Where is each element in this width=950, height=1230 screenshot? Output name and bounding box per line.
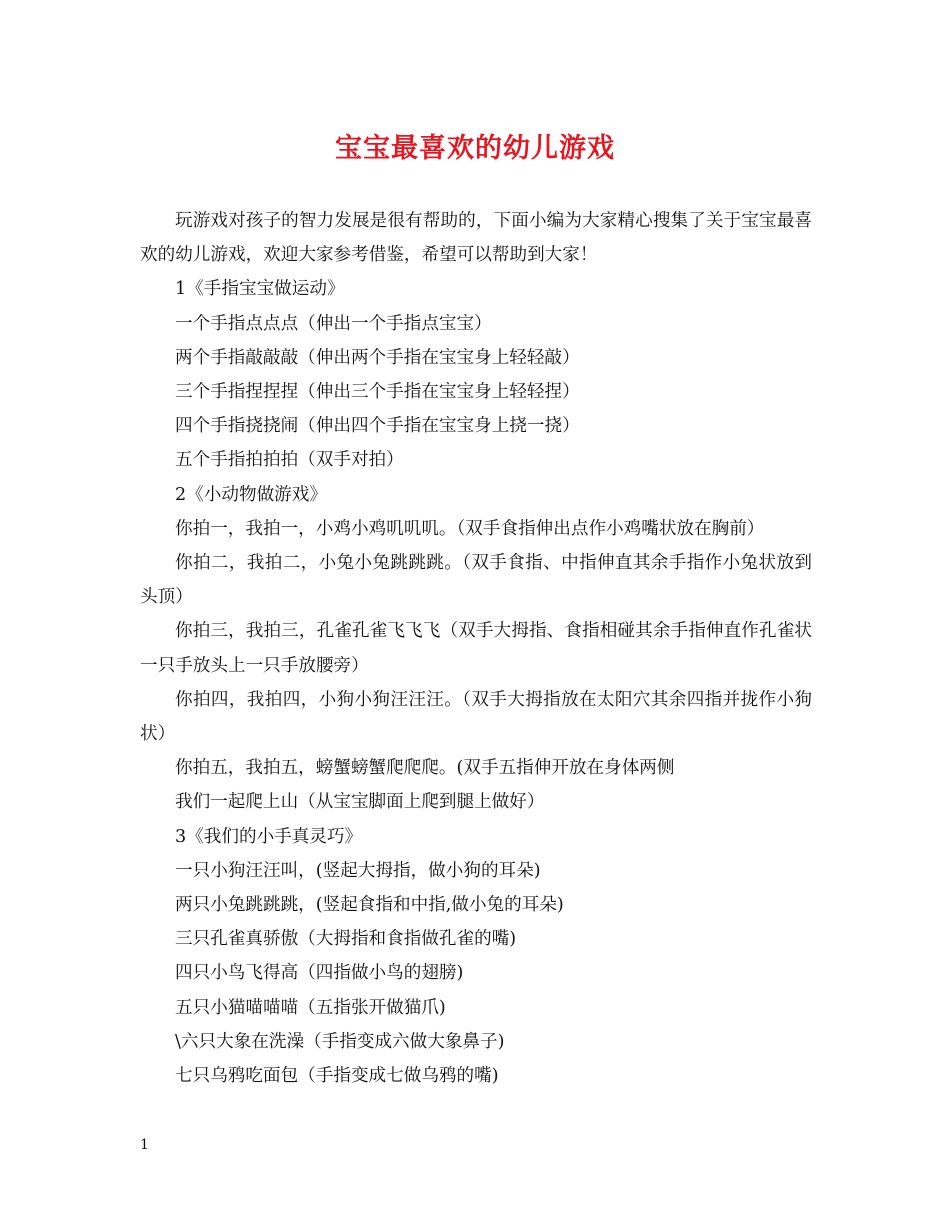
text-line: 三个手指捏捏捏（伸出三个手指在宝宝身上轻轻捏） [175,382,580,403]
text-line: 五个手指拍拍拍（双手对拍） [175,450,404,471]
text-line: 你拍一，我拍一，小鸡小鸡叽叽叽。（双手食指伸出点作小鸡嘴状放在胸前） [175,518,765,539]
text-line: 你拍二，我拍二，小兔小兔跳跳跳。（双手食指、中指伸直其余手指作小兔状放到头顶） [140,553,812,608]
text-line: 四只小鸟飞得高（四指做小鸟的翅膀) [175,963,464,984]
text-line: 一个手指点点点（伸出一个手指点宝宝） [175,313,492,334]
text-line: 七只乌鸦吃面包（手指变成七做乌鸦的嘴) [175,1066,499,1087]
text-line: 两个手指敲敲敲（伸出两个手指在宝宝身上轻轻敲） [175,347,580,368]
text-line: 四个手指挠挠闹（伸出四个手指在宝宝身上挠一挠） [175,416,580,437]
text-line: 三只孔雀真骄傲（大拇指和食指做孔雀的嘴) [175,929,517,950]
text-line: 两只小兔跳跳跳，(竖起食指和中指,做小兔的耳朵) [175,895,564,916]
text-line: 你拍三，我拍三，孔雀孔雀飞飞飞（双手大拇指、食指相碰其余手指伸直作孔雀状一只手放头上一只手放腰旁） [140,621,812,676]
intro-paragraph: 玩游戏对孩子的智力发展是很有帮助的，下面小编为大家精心搜集了关于宝宝最喜欢的幼儿游戏，欢迎大家参考借鉴，希望可以帮助到大家！ [140,211,812,266]
section-heading-1: 1《手指宝宝做运动》 [175,279,345,300]
text-line: \六只大象在洗澡（手指变成六做大象鼻子) [175,1031,505,1052]
document-body [140,204,812,1093]
text-line: 一只小狗汪汪叫，(竖起大拇指，做小狗的耳朵) [175,860,541,881]
page-number: 1 [140,1137,149,1153]
text-line: 五只小猫喵喵喵（五指张开做猫爪) [175,997,446,1018]
section-heading-3: 3《我们的小手真灵巧》 [175,826,363,847]
document-title: 宝宝最喜欢的幼儿游戏 [335,133,615,164]
section-heading-2: 2《小动物做游戏》 [175,484,327,505]
text-line: 我们一起爬上山（从宝宝脚面上爬到腿上做好） [175,792,545,813]
text-line: 你拍五，我拍五，螃蟹螃蟹爬爬爬。(双手五指伸开放在身体两侧 [175,758,675,779]
text-line: 你拍四，我拍四，小狗小狗汪汪汪。（双手大拇指放在太阳穴其余四指并拢作小狗状） [140,689,812,745]
